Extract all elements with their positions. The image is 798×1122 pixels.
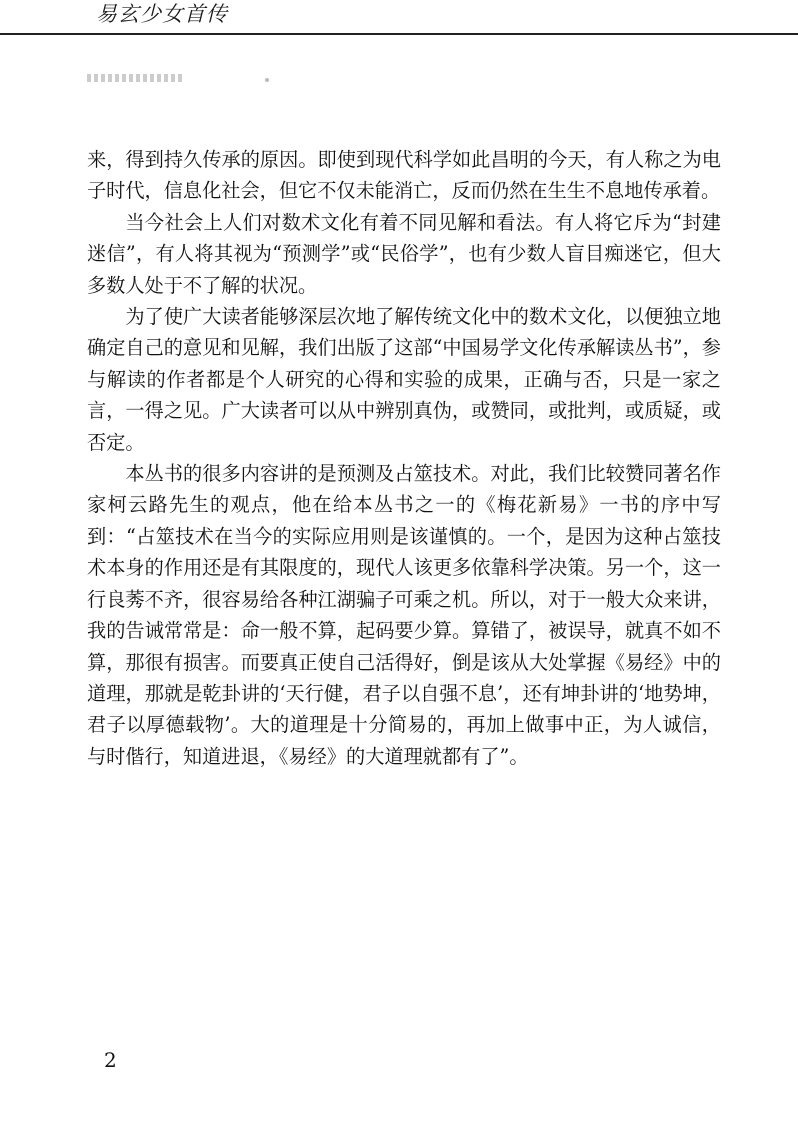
paragraph-continuation: 来，得到持久传承的原因。即使到现代科学如此昌明的今天，有人称之为电子时代，信息化社会，但它不仅未能消亡，反而仍然在生生不息地传承着。 [87, 148, 721, 203]
body-text [87, 144, 721, 772]
scan-speck [265, 78, 269, 82]
header-rule [0, 33, 798, 35]
running-header-title: 易玄少女首传 [96, 2, 228, 26]
paragraph-views-on-numerology: 当今社会上人们对数术文化有着不同见解和看法。有人将它斥为“封建迷信”，有人将其视为“预测学”或“民俗学”，也有少数人盲目痴迷它，但大多数人处于不了解的状况。 [87, 210, 721, 297]
scan-smudge [87, 74, 183, 82]
paragraph-divination-caution: 本丛书的很多内容讲的是预测及占筮技术。对此，我们比较赞同著名作家柯云路先生的观点，他在给本丛书之一的《梅花新易》一书的序中写到：“占筮技术在当今的实际应用则是该谨慎的。一个，是因为这种占筮技术本身的作用还是有其限度的，现代人该更多依靠科学决策。另一个，这一行良莠不齐，很容易给各种江湖骗子可乘之机。所以，对于一般大众来讲，我的告诫常常是：命一般不算，起码要少算。算错了，被误导，就真不如不算，那很有损害。而要真正使自己活得好，倒是该从大处掌握《易经》中的道理，那就是乾卦讲的‘天行健，君子以自强不息’，还有坤卦讲的‘地势坤，君子以厚德载物’。大的道理是十分简易的，再加上做事中正，为人诚信，与时偕行，知道进退，《易经》的大道理就都有了”。 [87, 462, 721, 768]
page-number: 2 [104, 1048, 117, 1072]
paragraph-series-purpose: 为了使广大读者能够深层次地了解传统文化中的数术文化，以便独立地确定自己的意见和见解，我们出版了这部“中国易学文化传承解读丛书”，参与解读的作者都是个人研究的心得和实验的成果，正确与否，只是一家之言，一得之见。广大读者可以从中辨别真伪，或赞同，或批判，或质疑，或否定。 [87, 305, 721, 454]
